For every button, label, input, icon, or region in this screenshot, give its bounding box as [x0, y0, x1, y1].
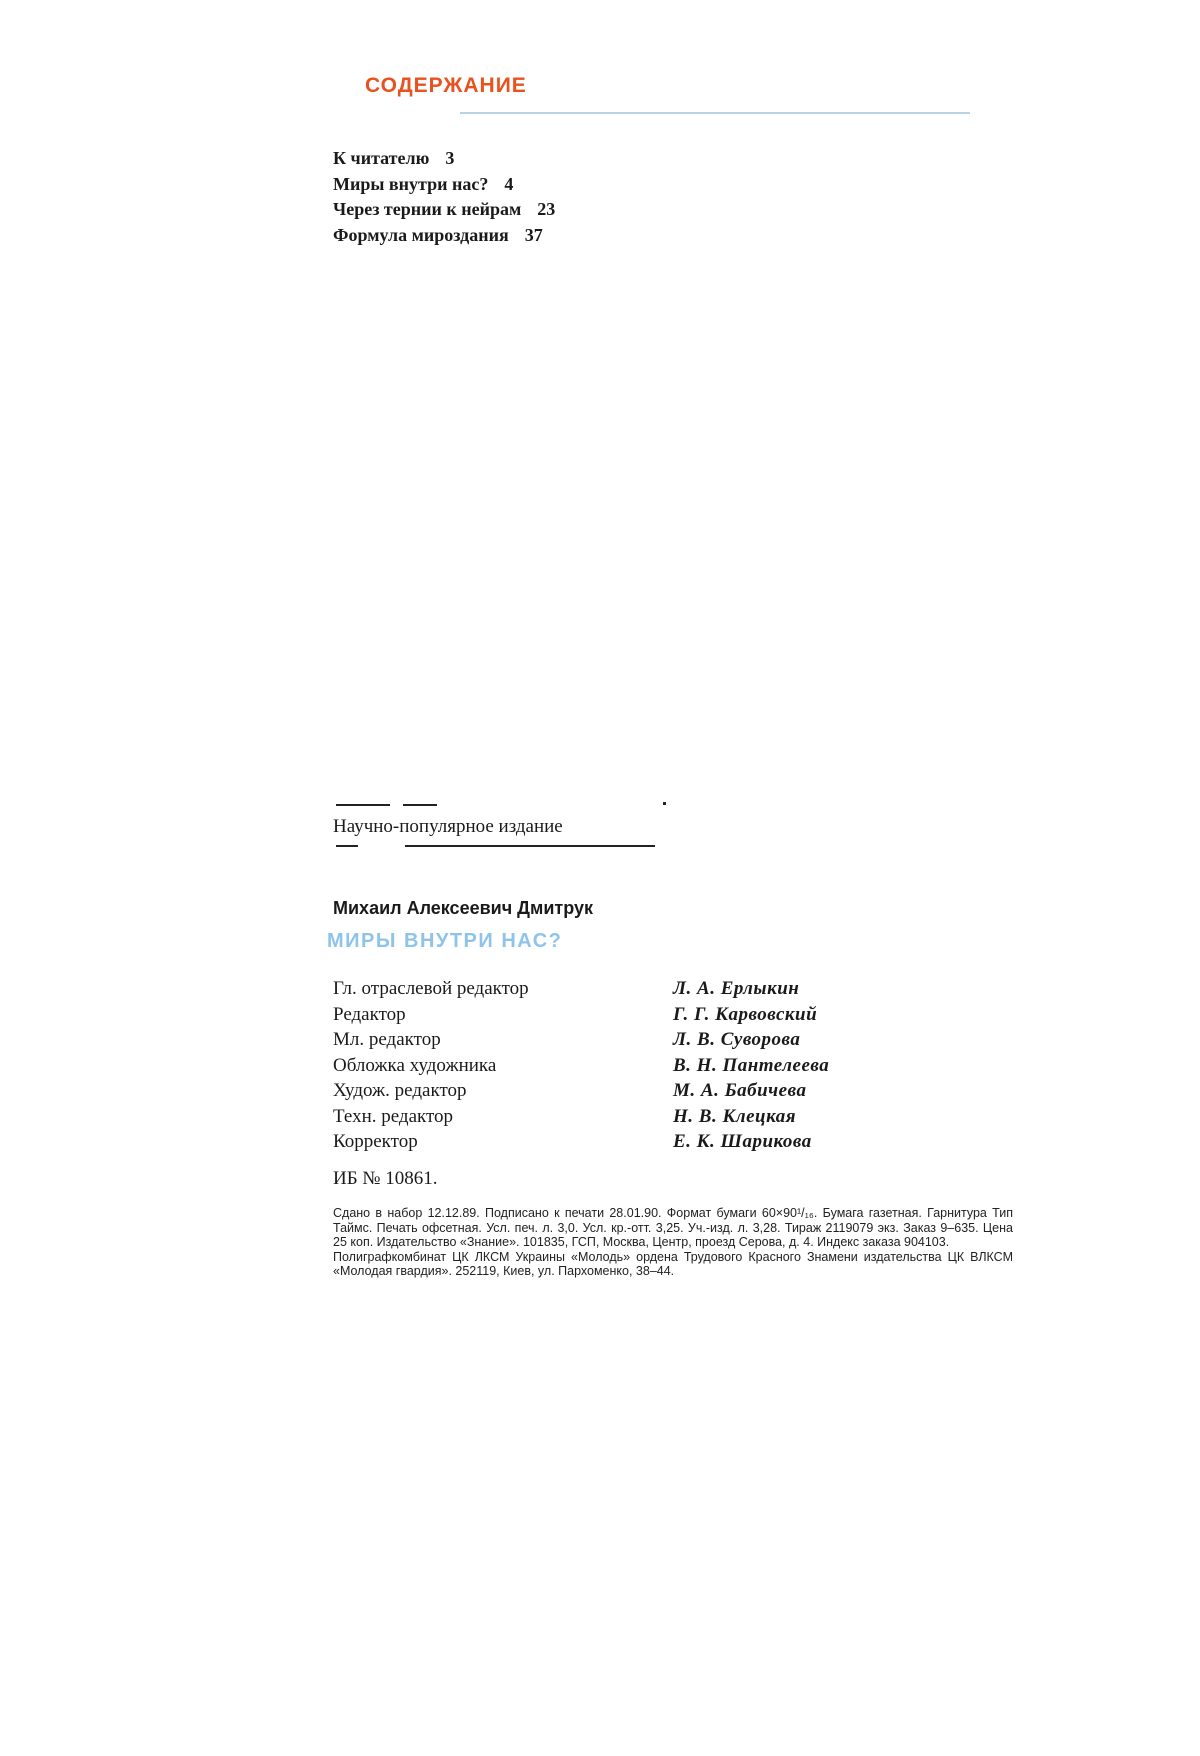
- contents-item-page: 4: [504, 173, 514, 194]
- ib-number: ИБ № 10861.: [333, 1168, 438, 1189]
- genre-block: [333, 800, 663, 852]
- credit-role: Техн. редактор: [333, 1105, 454, 1127]
- credit-role: Обложка художника: [333, 1054, 497, 1076]
- divider: [663, 802, 666, 805]
- book-title: МИРЫ ВНУТРИ НАС?: [327, 930, 563, 952]
- divider: [336, 804, 390, 806]
- imprint-print-details: Сдано в набор 12.12.89. Подписано к печати 28.01.90. Формат бумаги 60×90¹/₁₆. Бумага газетная. Гарнитура Тип Таймс. Печать офсетная. Усл. печ. л. 3,0. Усл. кр.-отт. 3,25. Уч.-изд. л. 3,28. Тираж 2119079 экз. Заказ 9–635. Цена 25 коп. Издательство «Знание». 101835, ГСП, Москва, Центр, проезд Серова, д. 4. Индекс заказа 904103.: [333, 1206, 1013, 1249]
- divider: [403, 804, 437, 806]
- contents-item-label: К читателю: [333, 148, 430, 168]
- divider: [336, 845, 358, 847]
- credit-role: Редактор: [333, 1003, 406, 1025]
- contents-item: [333, 223, 555, 249]
- contents-item-label: Миры внутри нас?: [333, 173, 489, 194]
- contents-item-page: 37: [524, 224, 543, 245]
- credit-name: Е. К. Шарикова: [673, 1131, 812, 1152]
- imprint-block: [333, 1206, 1013, 1279]
- contents-item-page: 23: [537, 199, 556, 219]
- credit-role: Корректор: [333, 1131, 418, 1152]
- credit-name: М. А. Бабичева: [673, 1080, 807, 1101]
- credit-role: Мл. редактор: [333, 1029, 441, 1050]
- credit-name: Л. В. Суворова: [673, 1029, 801, 1050]
- contents-item: [333, 197, 555, 223]
- contents-heading: СОДЕРЖАНИЕ: [365, 74, 527, 97]
- credit-name: В. Н. Пантелеева: [673, 1054, 830, 1076]
- divider: [405, 845, 655, 847]
- credit-role: Худож. редактор: [333, 1080, 467, 1101]
- imprint-printer-details: Полиграфкомбинат ЦК ЛКСМ Украины «Молодь» ордена Трудового Красного Знамени издательства ЦК ВЛКСМ «Молодая гвардия». 252119, Киев, ул. Пархоменко, 38–44.: [333, 1249, 1013, 1278]
- contents-item: [333, 172, 555, 198]
- contents-list: [333, 146, 555, 248]
- contents-item-label: Формула мироздания: [333, 224, 509, 245]
- credit-name: Л. А. Ерлыкин: [673, 978, 800, 999]
- contents-item: [333, 146, 555, 172]
- credit-name: Г. Г. Карвовский: [673, 1003, 818, 1025]
- contents-item-page: 3: [445, 148, 455, 168]
- genre-label: Научно-популярное издание: [333, 816, 563, 837]
- credit-name: Н. В. Клецкая: [673, 1105, 797, 1127]
- contents-item-label: Через тернии к нейрам: [333, 199, 522, 219]
- contents-heading-rule: [460, 112, 970, 114]
- credit-role: Гл. отраслевой редактор: [333, 978, 529, 999]
- author-name: Михаил Алексеевич Дмитрук: [333, 898, 593, 918]
